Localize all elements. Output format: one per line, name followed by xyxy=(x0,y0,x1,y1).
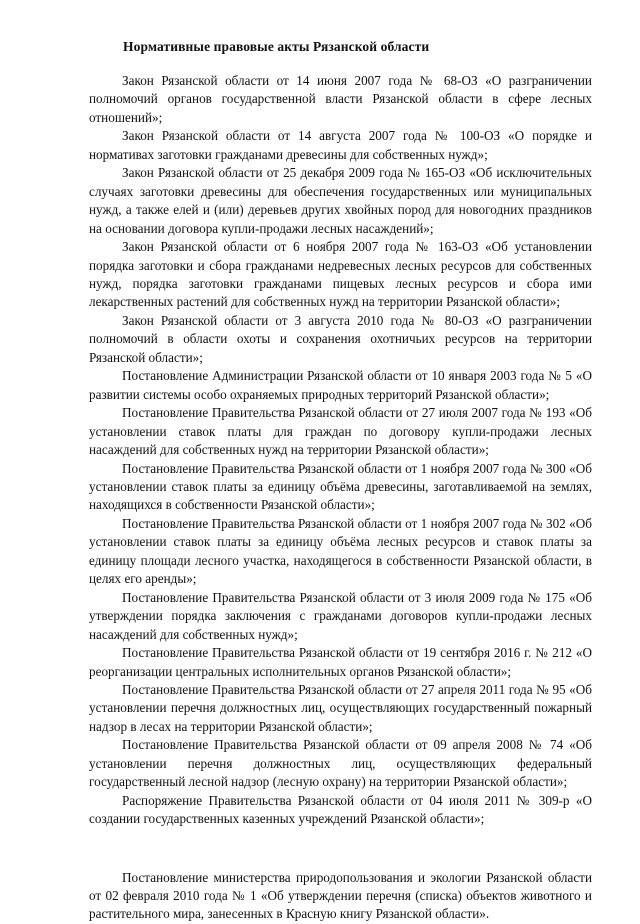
resolution-5: Постановление Администрации Рязанской области от 10 января 2003 года № 5 «О развитии системы особо охраняемых природных территорий Рязанской области»; xyxy=(89,368,592,402)
resolution-95: Постановление Правительства Рязанской области от 27 апреля 2011 года № 95 «Об установлении перечня должностных лиц, осуществляющих государственный пожарный надзор в лесах на территории Рязанской области»; xyxy=(89,681,592,734)
document-body xyxy=(89,72,592,924)
law-80-oz: Закон Рязанской области от 3 августа 2010 года № 80-ОЗ «О разграничении полномочий в области охоты и сохранения охотничьих ресурсов на территории Рязанской области»; xyxy=(89,312,592,365)
document-title: Нормативные правовые акты Рязанской области xyxy=(123,39,430,54)
order-309-r: Распоряжение Правительства Рязанской области от 04 июля 2011 № 309-р «О создании государственных казенных учреждений Рязанской области»; xyxy=(89,792,592,827)
resolution-193: Постановление Правительства Рязанской области от 27 июля 2007 года № 193 «Об установлении ставок платы для граждан по договору купли-продажи лесных насаждений для собственных нужд на территории Рязанской области»; xyxy=(89,405,592,458)
resolution-74: Постановление Правительства Рязанской области от 09 апреля 2008 № 74 «Об установлении перечня должностных лиц, осуществляющих федеральный государственный лесной надзор (лесную охрану) на территории Рязанской области»; xyxy=(89,737,592,790)
paragraph-gap xyxy=(89,829,592,869)
law-68-oz: Закон Рязанской области от 14 июня 2007 года № 68-ОЗ «О разграничении полномочий органов государственной власти Рязанской области в сфере лесных отношений»; xyxy=(89,73,592,125)
resolution-302: Постановление Правительства Рязанской области от 1 ноября 2007 года № 302 «Об установлении ставок платы за единицу объёма лесных ресурсов и ставок платы за единицу площади лесного участка, находящегося в собственности Рязанской области, в целях его аренды»; xyxy=(89,515,592,587)
law-163-oz: Закон Рязанской области от 6 ноября 2007 года № 163-ОЗ «Об установлении порядка заготовки и сбора гражданами недревесных лесных ресурсов для собственных нужд, порядка заготовки гражданами пищевых лесных ресурсов и сбора ими лекарственных растений для собственных нужд на территории Рязанской области»; xyxy=(89,239,592,310)
resolution-212: Постановление Правительства Рязанской области от 19 сентября 2016 г. № 212 «О реорганизации центральных исполнительных органов Рязанской области»; xyxy=(89,645,592,679)
law-165-oz: Закон Рязанской области от 25 декабря 2009 года № 165-ОЗ «Об исключительных случаях заготовки древесины для обеспечения государственных или муниципальных нужд, а также елей и (или) деревьев других хвойных пород для новогодних праздников на основании договора купли-продажи лесных насаждений»; xyxy=(89,165,592,236)
resolution-175: Постановление Правительства Рязанской области от 3 июля 2009 года № 175 «Об утверждении порядка заключения с гражданами договоров купли-продажи лесных насаждений для собственных нужд»; xyxy=(89,589,592,642)
ministry-resolution-1: Постановление министерства природопользования и экологии Рязанской области от 02 февраля 2010 года № 1 «Об утверждении перечня (списка) объектов животного и растительного мира, занесенных в Красную книгу Рязанской области». xyxy=(89,869,592,922)
law-100-oz: Закон Рязанской области от 14 августа 2007 года № 100-ОЗ «О порядке и нормативах заготовки гражданами древесины для собственных нужд»; xyxy=(89,128,592,162)
resolution-300: Постановление Правительства Рязанской области от 1 ноября 2007 года № 300 «Об установлении ставок платы за единицу объёма древесины, заготавливаемой на землях, находящихся в собственности Рязанской области»; xyxy=(89,460,592,513)
